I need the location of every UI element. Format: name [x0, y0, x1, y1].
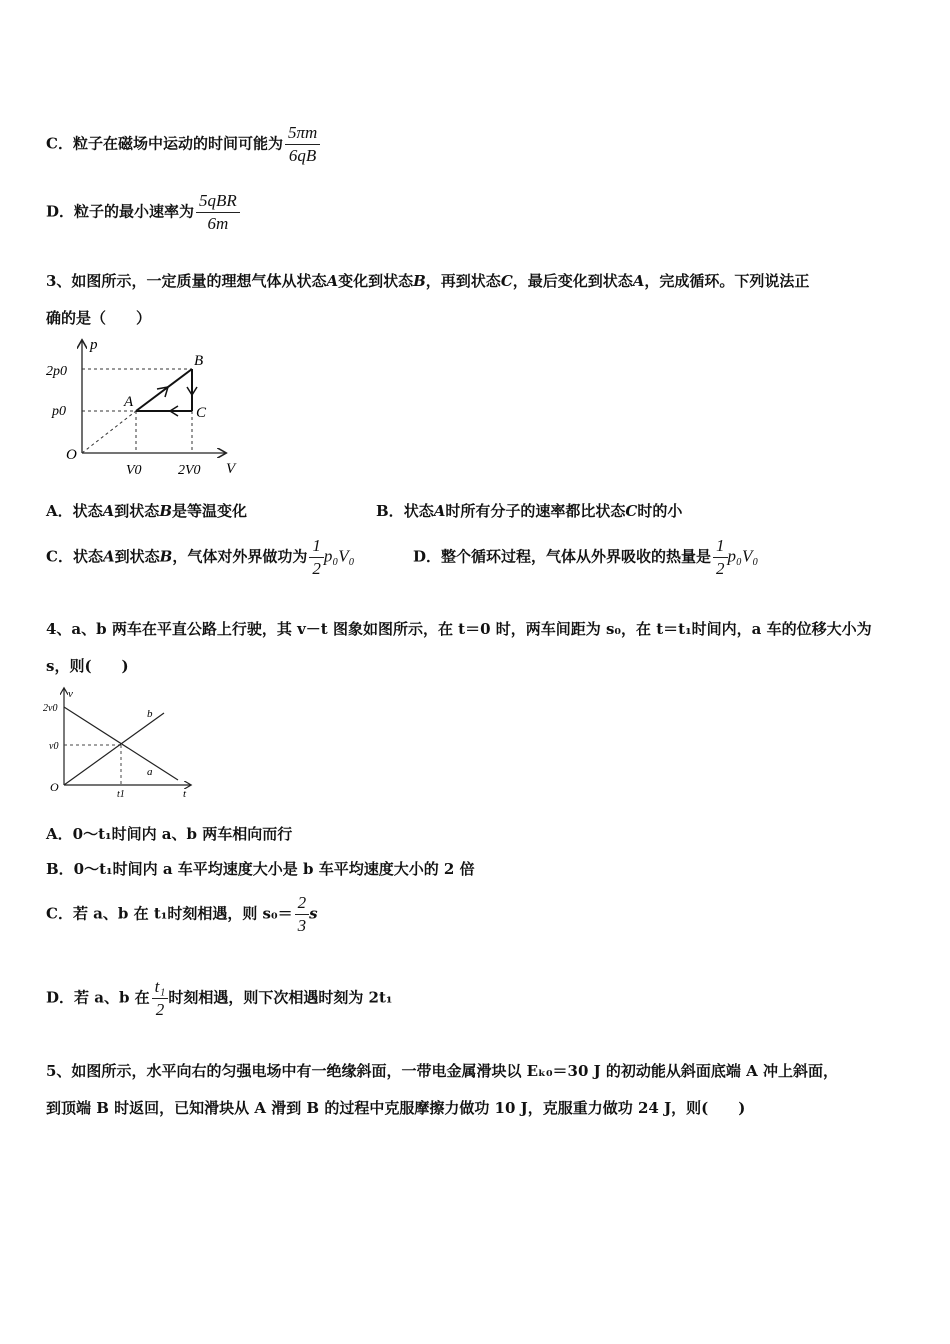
x-tick-t1: t1: [117, 789, 125, 800]
q5-stem-line2: 到顶端 B 时返回，已知滑块从 A 滑到 B 的过程中克服摩擦力做功 10 J，克服重力做功 24 J，则( ): [46, 1099, 746, 1117]
state-a: A: [102, 547, 115, 566]
q3-option-d: [413, 535, 758, 580]
q3-option-a: [46, 500, 247, 521]
option-label: D．: [46, 202, 75, 221]
fraction-numerator: 5qBR: [196, 190, 240, 213]
y-tick-2v0: 2v0: [43, 703, 58, 714]
fraction-denominator: 2: [155, 1000, 165, 1019]
state-a: A: [326, 272, 339, 290]
q4-option-c: [46, 892, 318, 937]
text: 若 a、b 在: [74, 988, 150, 1007]
text: 状态: [72, 547, 103, 566]
text: 3、如图所示，一定质量的理想气体从状态: [46, 272, 327, 290]
y-tick-v0: v0: [49, 741, 59, 752]
process-ab: [136, 369, 192, 411]
text: 状态: [403, 502, 434, 520]
line-b-label: b: [147, 708, 153, 720]
q4-stem-line2: s，则( ): [46, 657, 129, 675]
point-b-label: B: [194, 353, 204, 369]
text: ，最后变化到状态: [512, 272, 633, 290]
dashed-origin-a: [82, 411, 136, 453]
point-a-label: A: [124, 394, 134, 410]
text: 时刻相遇，则下次相遇时刻为 2t₁: [168, 988, 393, 1007]
fraction-numerator: 1: [309, 535, 324, 558]
fraction-denominator: 2: [312, 559, 321, 578]
q4-stem-line1: 4、a、b 两车在平直公路上行驶，其 v－t 图象如图所示，在 t＝0 时，两车间距为 s₀，在 t＝t₁时间内，a 车的位移大小为: [46, 620, 872, 638]
p-axis-label: p: [90, 337, 98, 353]
option-text: 粒子在磁场中运动的时间可能为: [72, 134, 283, 153]
fraction: [295, 892, 310, 937]
state-a: A: [433, 502, 446, 520]
text: 到状态: [114, 547, 160, 566]
fraction-denominator: 3: [297, 916, 307, 935]
option-c-prev: [46, 122, 320, 167]
text: ，气体对外界做功为: [172, 547, 308, 566]
fraction: [152, 976, 169, 1021]
math-term: p₀V₀: [727, 546, 759, 566]
text: 时所有分子的速率都比状态: [445, 502, 626, 520]
text: 若 a、b 在 t₁时刻相遇，则 s₀＝: [72, 904, 293, 923]
option-label: D．: [413, 547, 442, 566]
fraction-numerator: 2: [295, 892, 310, 915]
v-axis-label: V: [226, 461, 236, 477]
math-term: s: [309, 904, 318, 923]
q3-stem-line2: 确的是（ ）: [46, 309, 152, 327]
option-label: A．: [46, 502, 73, 520]
math-term: p₀V₀: [323, 546, 355, 566]
point-c-label: C: [196, 405, 207, 421]
x-tick-2v0: 2V0: [178, 463, 201, 478]
text: 变化到状态: [338, 272, 414, 290]
option-label: D．: [46, 988, 75, 1007]
state-a: A: [632, 272, 645, 290]
fraction: [285, 122, 320, 167]
fraction: [309, 535, 324, 580]
x-tick-v0: V0: [126, 463, 142, 478]
fraction-numerator: 5πm: [285, 122, 320, 145]
fraction-denominator: 6m: [207, 214, 229, 233]
v-axis-label: v: [68, 688, 73, 700]
fraction: [196, 190, 240, 235]
option-label: C．: [46, 547, 73, 566]
fraction-numerator: 1: [713, 535, 728, 558]
text: 时的小: [637, 502, 683, 520]
y-tick-2p0: 2p0: [46, 364, 67, 379]
q4-option-b: B．0～t₁时间内 a 车平均速度大小是 b 车平均速度大小的 2 倍: [46, 860, 475, 878]
state-a: A: [102, 502, 115, 520]
text: ，完成循环。下列说法正: [644, 272, 810, 290]
line-a-label: a: [147, 766, 153, 778]
text: 整个循环过程，气体从外界吸收的热量是: [441, 547, 712, 566]
option-label: B．: [376, 502, 404, 520]
y-tick-p0: p0: [52, 404, 66, 419]
option-label: C．: [46, 134, 73, 153]
q4-vt-graph: [40, 685, 200, 805]
option-d-prev: [46, 190, 240, 235]
state-b: B: [159, 547, 173, 566]
option-text: 粒子的最小速率为: [74, 202, 195, 221]
option-label: C．: [46, 904, 73, 923]
q4-option-d: [46, 976, 392, 1021]
text: 到状态: [114, 502, 160, 520]
origin-label: O: [66, 447, 77, 463]
q3-pv-graph: [40, 335, 240, 485]
fraction-denominator: 6qB: [288, 146, 317, 165]
q3-stem-line1: [46, 270, 809, 291]
q3-option-c: [46, 535, 355, 580]
text: 状态: [72, 502, 103, 520]
state-c: C: [625, 502, 638, 520]
t-axis-label: t: [183, 788, 187, 800]
state-b: B: [413, 272, 426, 290]
fraction: [713, 535, 728, 580]
fraction-denominator: 2: [716, 559, 725, 578]
state-c: C: [500, 272, 513, 290]
text: ，再到状态: [425, 272, 501, 290]
q3-option-b: [376, 500, 682, 521]
q4-option-a: A．0～t₁时间内 a、b 两车相向而行: [46, 825, 293, 843]
state-b: B: [159, 502, 172, 520]
text: 是等温变化: [172, 502, 248, 520]
origin-label: O: [50, 780, 59, 794]
q5-stem-line1: 5、如图所示，水平向右的匀强电场中有一绝缘斜面，一带电金属滑块以 Eₖ₀＝30 J 的初动能从斜面底端 A 冲上斜面，: [46, 1062, 839, 1080]
fraction-numerator: t₁: [152, 976, 169, 999]
